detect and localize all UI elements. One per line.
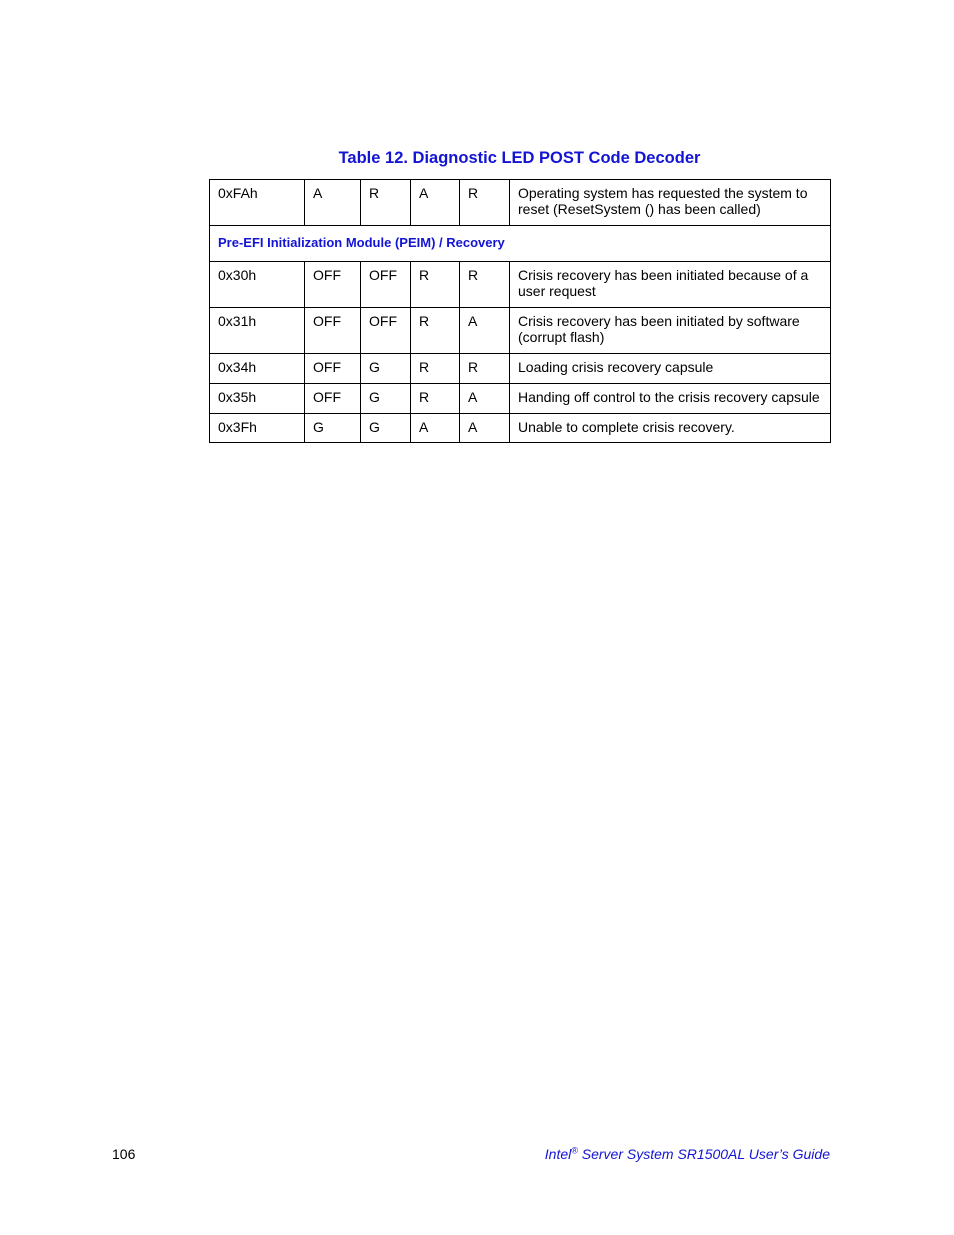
led-cell: R	[411, 384, 460, 414]
led-cell: R	[460, 354, 510, 384]
description-cell: Operating system has requested the system to reset (ResetSystem () has been called)	[510, 180, 831, 226]
page-number: 106	[112, 1146, 136, 1162]
description-cell: Crisis recovery has been initiated by software (corrupt flash)	[510, 308, 831, 354]
led-cell: A	[460, 308, 510, 354]
table-row	[210, 354, 831, 384]
section-row	[210, 226, 831, 262]
led-cell: R	[460, 180, 510, 226]
registered-mark: ®	[571, 1145, 578, 1156]
led-cell: A	[460, 384, 510, 414]
led-cell: A	[460, 414, 510, 443]
led-cell: A	[305, 180, 361, 226]
led-cell: G	[361, 354, 411, 384]
table-row	[210, 308, 831, 354]
post-code-cell: 0x3Fh	[210, 414, 305, 443]
led-cell: OFF	[305, 262, 361, 308]
led-cell: OFF	[361, 308, 411, 354]
post-code-decoder-table	[209, 179, 831, 443]
section-header-peim-recovery: Pre-EFI Initialization Module (PEIM) / Recovery	[210, 226, 831, 262]
post-code-cell: 0x35h	[210, 384, 305, 414]
description-cell: Crisis recovery has been initiated because of a user request	[510, 262, 831, 308]
table-row	[210, 262, 831, 308]
table-title: Table 12. Diagnostic LED POST Code Decoder	[338, 149, 701, 167]
description-cell: Unable to complete crisis recovery.	[510, 414, 831, 443]
post-code-cell: 0xFAh	[210, 180, 305, 226]
led-cell: OFF	[361, 262, 411, 308]
guide-title-text: Server System SR1500AL User’s Guide	[577, 1146, 830, 1162]
description-cell: Handing off control to the crisis recovery capsule	[510, 384, 831, 414]
post-code-cell: 0x31h	[210, 308, 305, 354]
led-cell: G	[361, 414, 411, 443]
description-cell: Loading crisis recovery capsule	[510, 354, 831, 384]
table-row	[210, 384, 831, 414]
led-cell: G	[305, 414, 361, 443]
led-cell: R	[411, 308, 460, 354]
table-row	[210, 414, 831, 443]
led-cell: OFF	[305, 308, 361, 354]
post-code-cell: 0x34h	[210, 354, 305, 384]
led-cell: R	[411, 262, 460, 308]
led-cell: R	[460, 262, 510, 308]
led-cell: G	[361, 384, 411, 414]
led-cell: OFF	[305, 354, 361, 384]
brand-name: Intel	[544, 1146, 572, 1162]
led-cell: R	[361, 180, 411, 226]
table-row	[210, 180, 831, 226]
led-cell: A	[411, 180, 460, 226]
led-cell: OFF	[305, 384, 361, 414]
led-cell: R	[411, 354, 460, 384]
guide-title	[545, 1146, 830, 1162]
post-code-cell: 0x30h	[210, 262, 305, 308]
led-cell: A	[411, 414, 460, 443]
